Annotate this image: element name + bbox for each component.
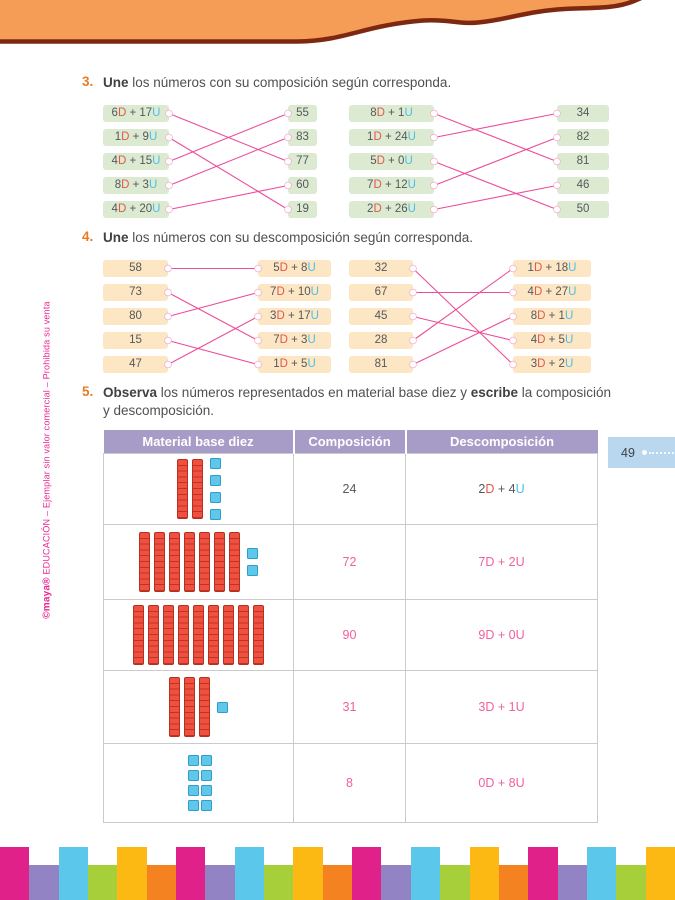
match-box: 2D + 26U bbox=[349, 201, 434, 218]
top-wave-decoration bbox=[0, 0, 675, 52]
tens-rod bbox=[229, 532, 240, 592]
match-box: 81 bbox=[349, 356, 413, 373]
material-cell bbox=[104, 600, 294, 671]
tens-rod bbox=[184, 532, 195, 592]
exercise-5-header bbox=[82, 384, 614, 420]
match-group bbox=[103, 260, 331, 373]
tens-rod bbox=[223, 605, 234, 665]
descomposicion-cell: 2D + 4U bbox=[406, 454, 598, 525]
match-box: 73 bbox=[103, 284, 168, 301]
table-row bbox=[104, 600, 598, 671]
match-box: 81 bbox=[557, 153, 609, 170]
tens-rod bbox=[169, 677, 180, 737]
column-header-material: Material base diez bbox=[104, 430, 294, 454]
footer-bar bbox=[323, 865, 352, 900]
tens-rod bbox=[163, 605, 174, 665]
match-box: 80 bbox=[103, 308, 168, 325]
match-box: 7D + 12U bbox=[349, 177, 434, 194]
ones-cube bbox=[201, 770, 212, 781]
tens-rod bbox=[253, 605, 264, 665]
exercise-4-header bbox=[82, 229, 614, 247]
tens-rod bbox=[193, 605, 204, 665]
match-box: 6D + 17U bbox=[103, 105, 169, 122]
tens-rod bbox=[169, 532, 180, 592]
match-group bbox=[349, 105, 609, 218]
match-right-column bbox=[557, 105, 609, 218]
match-left-column bbox=[349, 105, 434, 218]
match-box: 34 bbox=[557, 105, 609, 122]
match-left-column bbox=[103, 260, 168, 373]
footer-bar bbox=[499, 865, 528, 900]
match-box: 60 bbox=[288, 177, 317, 194]
footer-bar bbox=[176, 847, 205, 900]
match-box: 5D + 8U bbox=[258, 260, 331, 277]
footer-bar bbox=[616, 865, 645, 900]
table-row bbox=[104, 525, 598, 600]
match-box: 32 bbox=[349, 260, 413, 277]
footer-bar bbox=[470, 847, 499, 900]
composicion-cell: 8 bbox=[294, 744, 406, 823]
tens-rod bbox=[154, 532, 165, 592]
match-box: 7D + 10U bbox=[258, 284, 331, 301]
match-box: 4D + 5U bbox=[513, 332, 591, 349]
match-box: 67 bbox=[349, 284, 413, 301]
tens-rod bbox=[214, 532, 225, 592]
match-box: 1D + 9U bbox=[103, 129, 169, 146]
footer-bar bbox=[646, 847, 675, 900]
match-box: 3D + 17U bbox=[258, 308, 331, 325]
ones-cube bbox=[201, 755, 212, 766]
ones-cube bbox=[210, 509, 221, 520]
ones-cube bbox=[188, 770, 199, 781]
tens-rod bbox=[208, 605, 219, 665]
page-number: 49 bbox=[621, 445, 635, 460]
table-row bbox=[104, 671, 598, 744]
page-tab-dotted-line bbox=[649, 452, 674, 454]
match-box: 7D + 3U bbox=[258, 332, 331, 349]
match-group bbox=[349, 260, 591, 373]
match-right-column bbox=[513, 260, 591, 373]
footer-bar bbox=[293, 847, 322, 900]
match-box: 4D + 15U bbox=[103, 153, 169, 170]
footer-bar bbox=[411, 847, 440, 900]
exercise-3-header bbox=[82, 74, 614, 92]
footer-bar bbox=[29, 865, 58, 900]
ones-cube bbox=[247, 565, 258, 576]
match-group bbox=[103, 105, 317, 218]
exercise-3-matching-area bbox=[103, 105, 614, 218]
tens-rod bbox=[178, 605, 189, 665]
tens-rod bbox=[133, 605, 144, 665]
match-box: 4D + 20U bbox=[103, 201, 169, 218]
footer-bar bbox=[558, 865, 587, 900]
exercise-5 bbox=[82, 384, 614, 823]
tens-rod bbox=[139, 532, 150, 592]
exercise-instruction: Une los números con su composición según corresponda. bbox=[103, 75, 452, 90]
composicion-cell: 24 bbox=[294, 454, 406, 525]
footer-bar bbox=[205, 865, 234, 900]
match-right-column bbox=[258, 260, 331, 373]
tens-rod bbox=[192, 459, 203, 519]
match-box: 1D + 24U bbox=[349, 129, 434, 146]
match-box: 3D + 2U bbox=[513, 356, 591, 373]
match-box: 8D + 3U bbox=[103, 177, 169, 194]
descomposicion-cell: 9D + 0U bbox=[406, 600, 598, 671]
match-box: 83 bbox=[288, 129, 317, 146]
match-box: 15 bbox=[103, 332, 168, 349]
composicion-cell: 72 bbox=[294, 525, 406, 600]
composicion-cell: 31 bbox=[294, 671, 406, 744]
ones-cube bbox=[247, 548, 258, 559]
ones-cube bbox=[188, 755, 199, 766]
ones-cube bbox=[210, 475, 221, 486]
match-box: 8D + 1U bbox=[513, 308, 591, 325]
column-header-descomposicion: Descomposición bbox=[406, 430, 598, 454]
match-box: 77 bbox=[288, 153, 317, 170]
match-box: 8D + 1U bbox=[349, 105, 434, 122]
exercise-number: 4. bbox=[82, 229, 94, 244]
match-right-column bbox=[288, 105, 317, 218]
ones-cube bbox=[188, 800, 199, 811]
base10-table-body bbox=[104, 454, 598, 823]
tens-rod bbox=[199, 677, 210, 737]
match-left-column bbox=[103, 105, 169, 218]
table-row bbox=[104, 454, 598, 525]
footer-bar bbox=[88, 865, 117, 900]
match-box: 1D + 18U bbox=[513, 260, 591, 277]
ones-cube bbox=[201, 800, 212, 811]
base10-table bbox=[103, 430, 598, 823]
match-box: 55 bbox=[288, 105, 317, 122]
material-cell bbox=[104, 744, 294, 823]
tens-rod bbox=[199, 532, 210, 592]
publisher-logo: ©maya® bbox=[41, 577, 53, 619]
ones-cube bbox=[201, 785, 212, 796]
footer-bar bbox=[117, 847, 146, 900]
copyright-vertical-text bbox=[42, 301, 53, 619]
footer-bar bbox=[587, 847, 616, 900]
match-box: 50 bbox=[557, 201, 609, 218]
exercise-4 bbox=[82, 229, 614, 373]
page-number-tab bbox=[608, 437, 675, 468]
ones-cube bbox=[210, 458, 221, 469]
footer-bar bbox=[235, 847, 264, 900]
table-row bbox=[104, 744, 598, 823]
match-box: 47 bbox=[103, 356, 168, 373]
footer-bar bbox=[381, 865, 410, 900]
footer-bar bbox=[440, 865, 469, 900]
tens-rod bbox=[238, 605, 249, 665]
material-cell bbox=[104, 525, 294, 600]
match-box: 45 bbox=[349, 308, 413, 325]
material-cell bbox=[104, 454, 294, 525]
match-box: 19 bbox=[288, 201, 317, 218]
descomposicion-cell: 3D + 1U bbox=[406, 671, 598, 744]
match-box: 5D + 0U bbox=[349, 153, 434, 170]
exercise-instruction: Une los números con su descomposición según corresponda. bbox=[103, 230, 473, 245]
match-box: 1D + 5U bbox=[258, 356, 331, 373]
footer-bar bbox=[352, 847, 381, 900]
footer-bar bbox=[147, 865, 176, 900]
match-box: 4D + 27U bbox=[513, 284, 591, 301]
tens-rod bbox=[148, 605, 159, 665]
copyright-notice: EDUCACIÓN – Ejemplar sin valor comercial – Prohibida su venta bbox=[41, 301, 52, 578]
column-header-composicion: Composición bbox=[294, 430, 406, 454]
match-left-column bbox=[349, 260, 413, 373]
footer-bar bbox=[528, 847, 557, 900]
ones-cube bbox=[217, 702, 228, 713]
material-cell bbox=[104, 671, 294, 744]
exercise-3 bbox=[82, 74, 614, 218]
ones-cube bbox=[188, 785, 199, 796]
tens-rod bbox=[184, 677, 195, 737]
base10-table-head bbox=[104, 430, 598, 454]
footer-bar bbox=[59, 847, 88, 900]
exercise-4-matching-area bbox=[103, 260, 614, 373]
composicion-cell: 90 bbox=[294, 600, 406, 671]
footer-bar bbox=[264, 865, 293, 900]
descomposicion-cell: 7D + 2U bbox=[406, 525, 598, 600]
exercise-number: 5. bbox=[82, 384, 94, 399]
descomposicion-cell: 0D + 8U bbox=[406, 744, 598, 823]
exercise-number: 3. bbox=[82, 74, 94, 89]
page-tab-dot-icon bbox=[642, 450, 647, 455]
match-box: 46 bbox=[557, 177, 609, 194]
footer-bar bbox=[0, 847, 29, 900]
match-box: 28 bbox=[349, 332, 413, 349]
footer-bars bbox=[0, 847, 675, 900]
tens-rod bbox=[177, 459, 188, 519]
exercise-instruction: Observa los números representados en material base diez y escribe la composición y descomposición. bbox=[103, 385, 612, 418]
match-box: 58 bbox=[103, 260, 168, 277]
ones-cube bbox=[210, 492, 221, 503]
match-box: 82 bbox=[557, 129, 609, 146]
